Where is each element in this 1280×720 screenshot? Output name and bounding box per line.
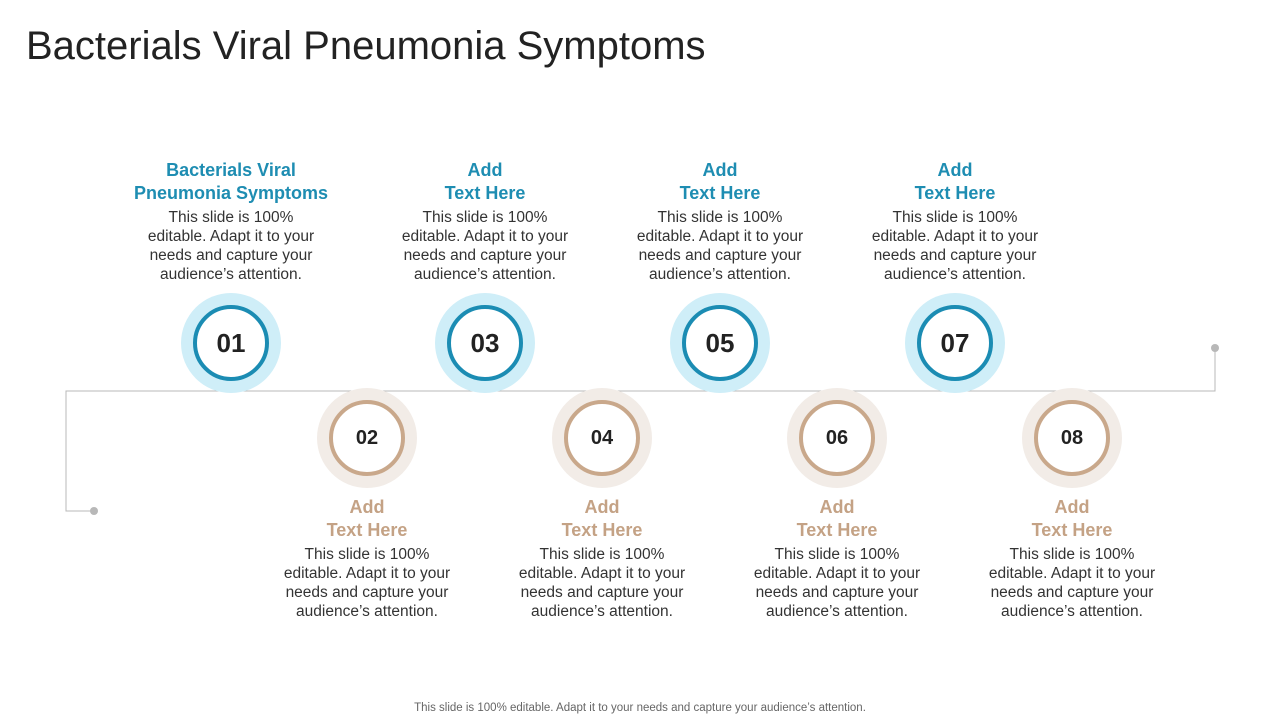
step-heading: Add Text Here — [444, 160, 526, 203]
step-heading: Add Text Here — [561, 497, 643, 540]
timeline-end-dot — [1211, 344, 1219, 352]
step-01 — [111, 159, 351, 284]
step-halo — [435, 293, 535, 393]
step-halo — [317, 388, 417, 488]
step-07 — [835, 159, 1075, 284]
step-number: 02 — [329, 400, 405, 476]
step-description: This slide is 100% editable. Adapt it to your needs and capture your audience’s attention. — [871, 209, 1039, 283]
step-description: This slide is 100% editable. Adapt it to your needs and capture your audience’s attention. — [283, 546, 451, 620]
step-description: This slide is 100% editable. Adapt it to your needs and capture your audience’s attention. — [147, 209, 315, 283]
step-heading: Add Text Here — [679, 160, 761, 203]
footer-note: This slide is 100% editable. Adapt it to your needs and capture your audience’s attention. — [414, 702, 866, 714]
step-description: This slide is 100% editable. Adapt it to your needs and capture your audience’s attention. — [636, 209, 804, 283]
step-06 — [717, 496, 957, 621]
step-number: 06 — [799, 400, 875, 476]
step-halo — [905, 293, 1005, 393]
step-heading: Add Text Here — [326, 497, 408, 540]
step-heading: Bacterials Viral Pneumonia Symptoms — [133, 160, 329, 203]
step-number: 04 — [564, 400, 640, 476]
step-heading: Add Text Here — [914, 160, 996, 203]
step-number: 05 — [682, 305, 758, 381]
step-03 — [365, 159, 605, 284]
step-04 — [482, 496, 722, 621]
step-halo — [787, 388, 887, 488]
step-05 — [600, 159, 840, 284]
step-description: This slide is 100% editable. Adapt it to your needs and capture your audience’s attention. — [988, 546, 1156, 620]
step-number: 03 — [447, 305, 523, 381]
step-08 — [952, 496, 1192, 621]
step-number: 08 — [1034, 400, 1110, 476]
step-description: This slide is 100% editable. Adapt it to your needs and capture your audience’s attention. — [518, 546, 686, 620]
step-halo — [181, 293, 281, 393]
step-description: This slide is 100% editable. Adapt it to your needs and capture your audience’s attention. — [401, 209, 569, 283]
step-description: This slide is 100% editable. Adapt it to your needs and capture your audience’s attention. — [753, 546, 921, 620]
step-halo — [1022, 388, 1122, 488]
step-number: 01 — [193, 305, 269, 381]
step-heading: Add Text Here — [796, 497, 878, 540]
timeline-start-dot — [90, 507, 98, 515]
slide-title: Bacterials Viral Pneumonia Symptoms — [26, 24, 706, 68]
step-02 — [247, 496, 487, 621]
step-halo — [552, 388, 652, 488]
step-heading: Add Text Here — [1031, 497, 1113, 540]
step-halo — [670, 293, 770, 393]
step-number: 07 — [917, 305, 993, 381]
